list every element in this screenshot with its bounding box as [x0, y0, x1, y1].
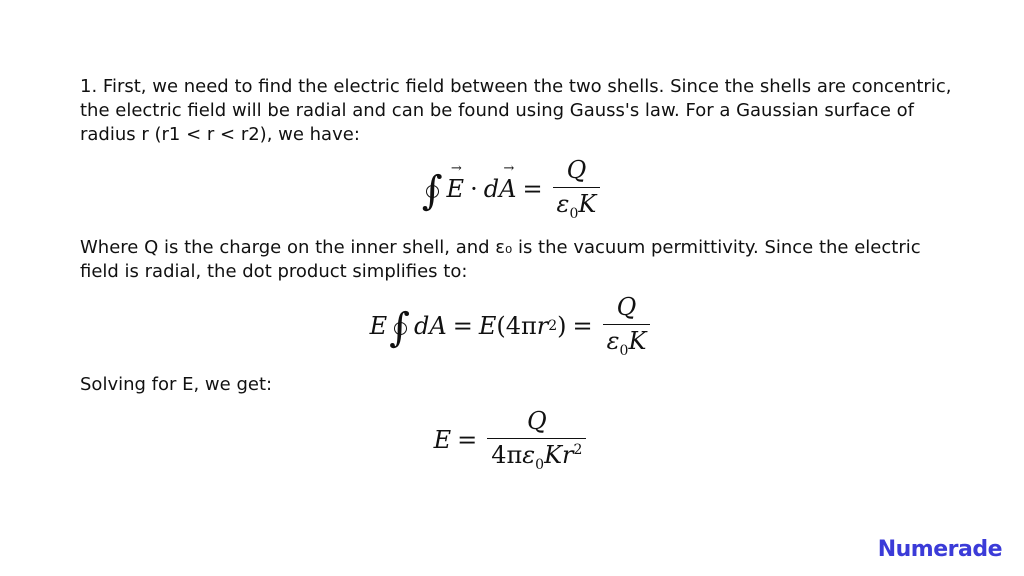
fraction: $\frac{Q}{\varepsilon_0K}$	[603, 293, 651, 359]
contour-integral-symbol: ∫	[389, 305, 410, 351]
paragraph-solving: Solving for E, we get:	[80, 374, 273, 395]
equation-dot-product: E ∫ d A = E (4π r 2 ) = $\frac{Q}{\varepsilon_0K}$	[0, 295, 1024, 357]
vector-e: → E	[447, 175, 465, 203]
paragraph-permittivity: Where Q is the charge on the inner shell, and ε₀ is the vacuum permittivity. Since the electric field is radial, the dot product simplifies to:	[80, 237, 921, 282]
paragraph-gauss-intro: 1. First, we need to find the electric field between the two shells. Since the shells are concentric, the electric field will be radial and can be found using Gauss's law. For a Gaussian surface of radius r (r1 < r < r2), we have:	[80, 76, 952, 145]
equation-gauss-law: ∫ → E · d → A = $\frac{Q}{\varepsilon_0K}$	[0, 158, 1024, 220]
contour-integral-symbol: ∫	[421, 168, 443, 214]
numerade-logo: Numerade	[877, 537, 1002, 562]
equation-electric-field-result: E = $\frac{Q}{4\pi\varepsilon_0Kr^2}$	[0, 412, 1024, 468]
fraction: $\frac{Q}{\varepsilon_0K}$	[553, 156, 601, 222]
vector-a: → A	[499, 175, 516, 203]
fraction: $\frac{Q}{4\pi\varepsilon_0Kr^2}$	[487, 407, 586, 473]
